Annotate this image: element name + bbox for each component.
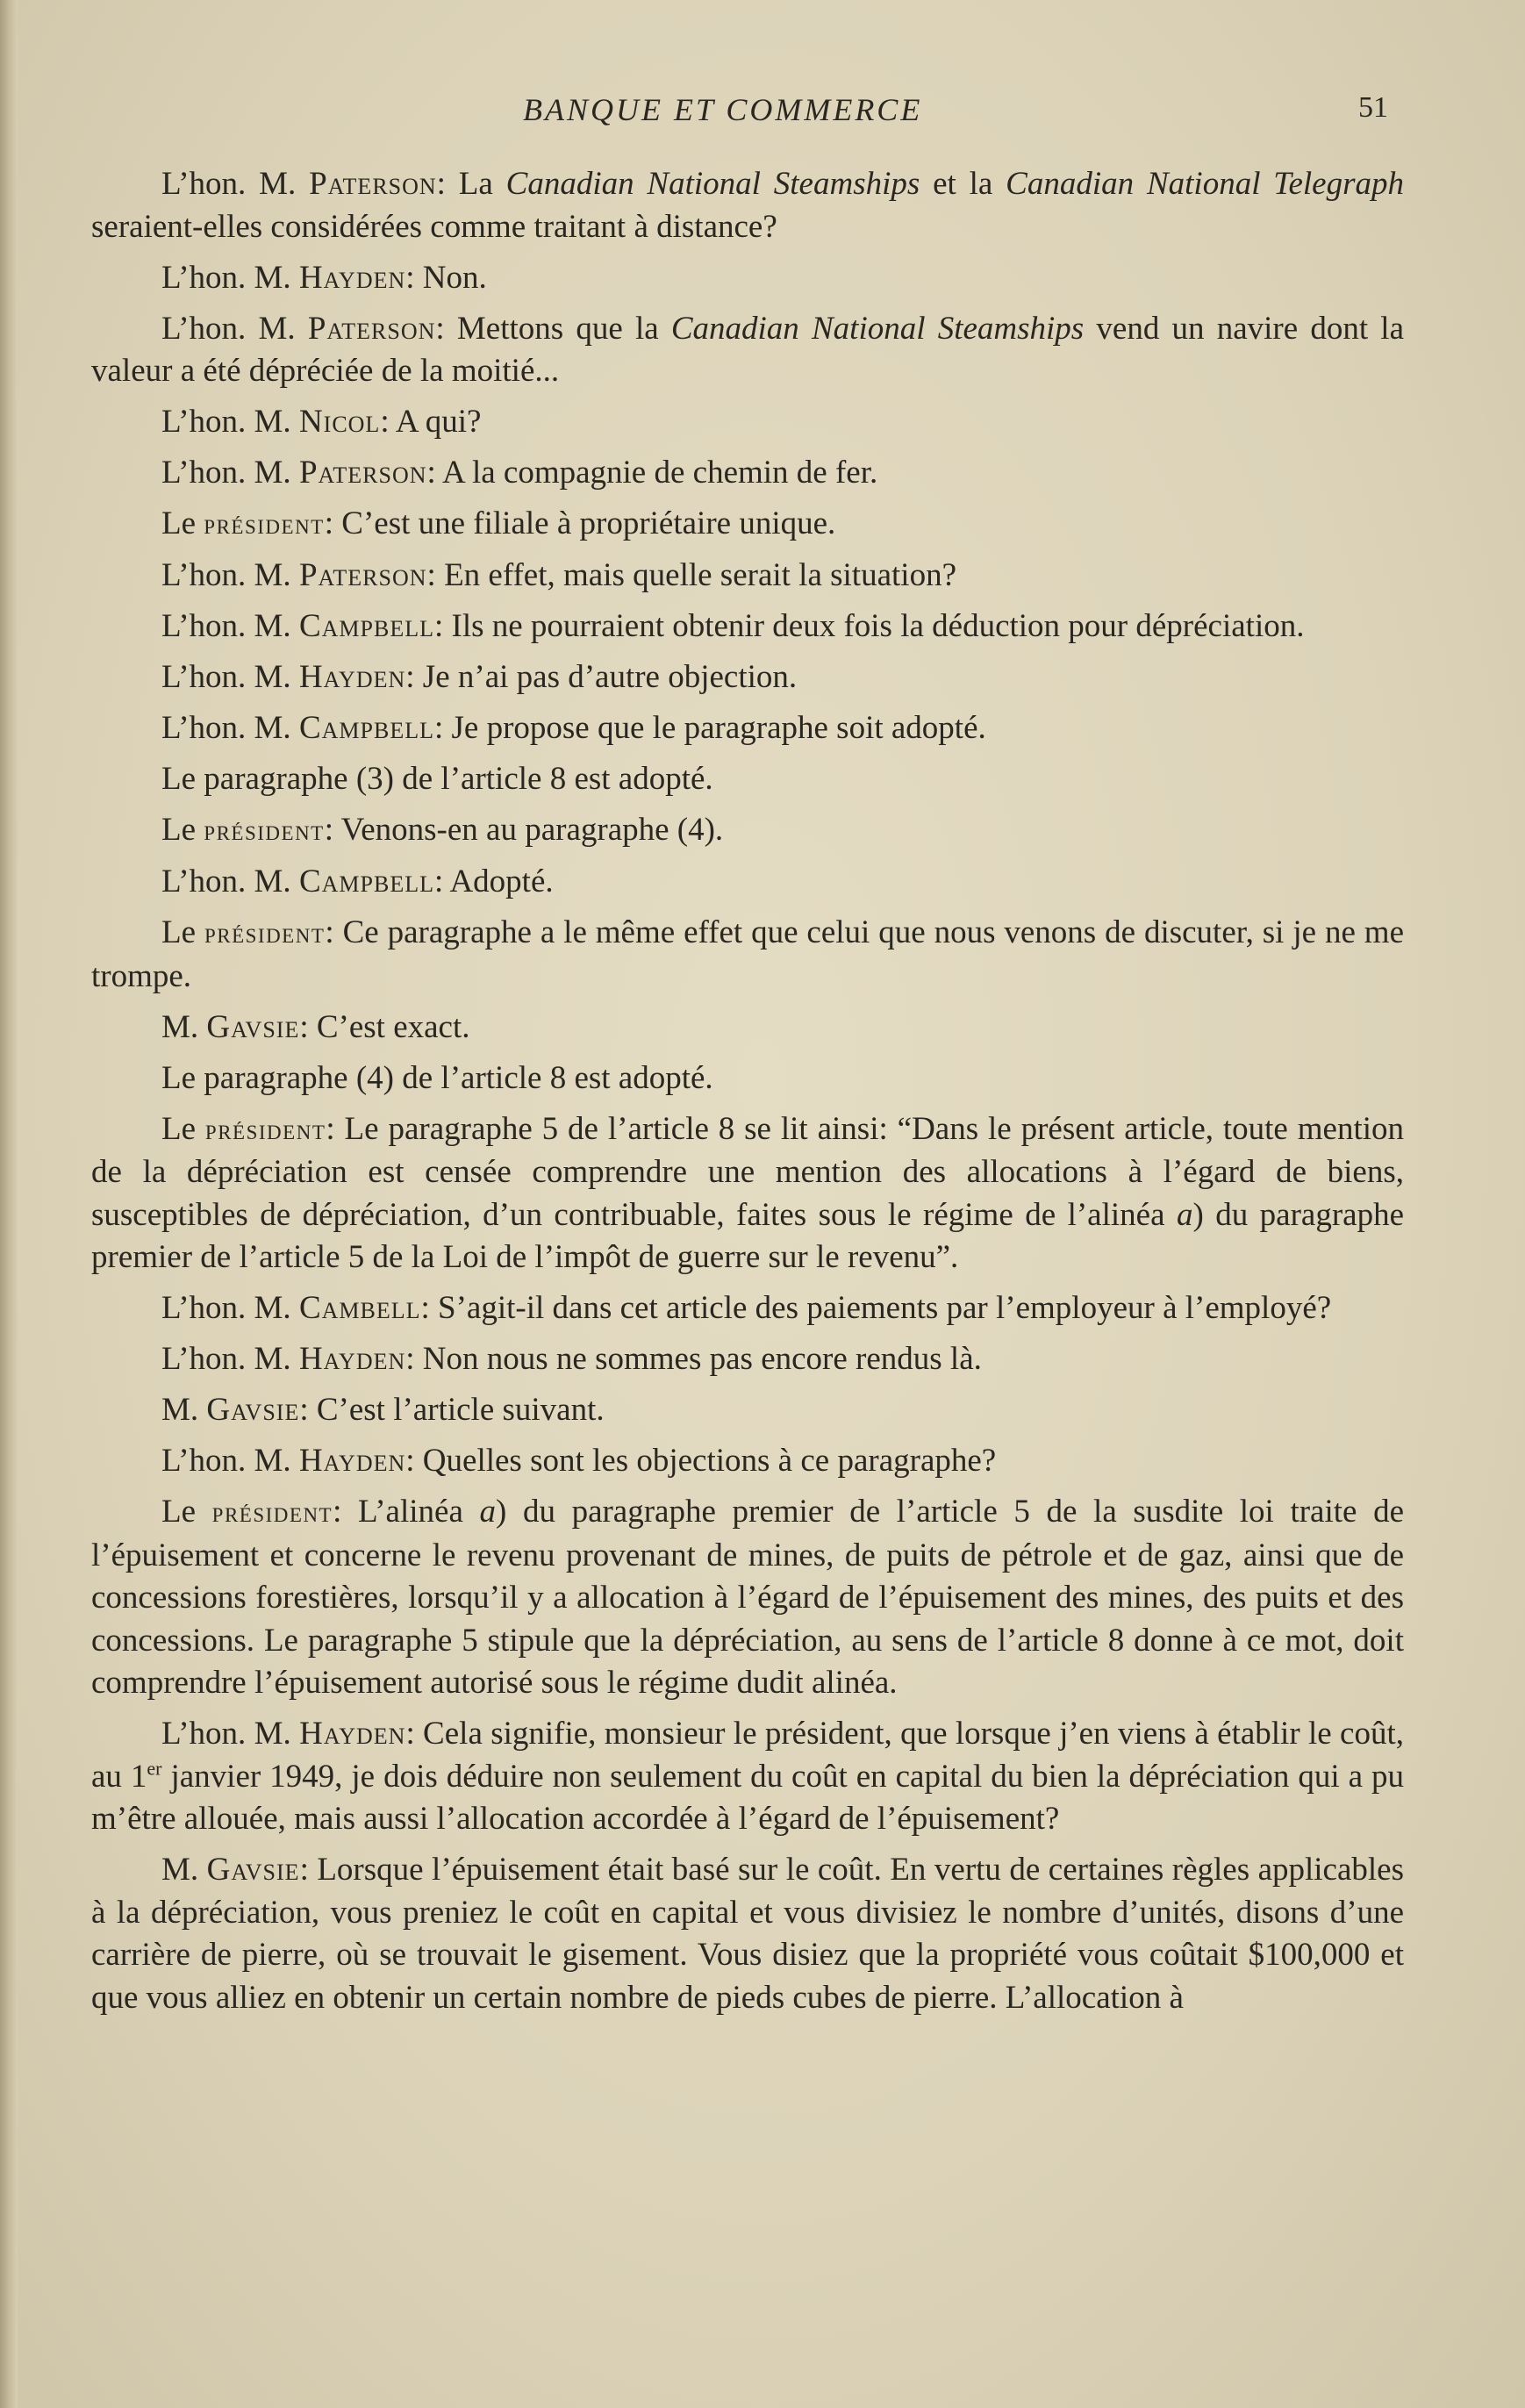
page-header	[0, 91, 1525, 144]
speaker-name: L’hon. M. Paterson:	[161, 310, 445, 347]
transcript-paragraph	[91, 707, 1404, 750]
transcript-paragraph	[91, 452, 1404, 495]
paragraph-text: C’est l’article suivant.	[308, 1392, 605, 1428]
paragraph-text: vend un navire dont la valeur a été dépréciée de la moitié...	[91, 310, 1404, 389]
transcript-paragraph	[91, 809, 1404, 853]
transcript-paragraph	[91, 1389, 1404, 1432]
transcript-paragraph	[91, 656, 1404, 699]
paragraph-text: A la compagnie de chemin de fer.	[435, 455, 878, 491]
speaker-name: Le président:	[161, 812, 334, 848]
paragraph-text: Lorsque l’épuisement était basé sur le coût. En vertu de certaines règles applicables à la dépréciation, vous preniez le coût en capital et vous divisiez le nombre d’unités, disons d’une carrière de pierre, où se trouvait le gisement. Vous disiez que la propriété vous coûtait $100,000 et que vous alliez en obtenir un certain nombre de pieds cubes de pierre. L’allocation à	[91, 1852, 1404, 2016]
speaker-name: M. Gavsie:	[161, 1008, 309, 1045]
speaker-name: L’hon. M. Campbell:	[161, 608, 444, 644]
paragraph-text: Je propose que le paragraphe soit adopté.	[443, 710, 986, 746]
paragraph-text: Non.	[414, 259, 487, 296]
speaker-name: L’hon. M. Hayden:	[161, 259, 415, 296]
speaker-name: Le président:	[161, 505, 334, 541]
transcript-body	[91, 163, 1404, 2028]
speaker-name: Le président:	[161, 1494, 342, 1530]
paragraph-text: Ce paragraphe a le même effet que celui que nous venons de discuter, si je ne me trompe.	[91, 914, 1404, 994]
speaker-name: L’hon. M. Nicol:	[161, 404, 390, 440]
transcript-paragraph	[91, 401, 1404, 444]
paragraph-text: janvier 1949, je dois déduire non seulement du coût en capital du bien la dépréciation qui a pu m’être allouée, mais aussi l’allocation accordée à l’égard de l’épuisement?	[91, 1758, 1404, 1837]
speaker-name: L’hon. M. Paterson:	[161, 557, 436, 593]
transcript-paragraph	[91, 1057, 1404, 1100]
paragraph-text: seraient-elles considérées comme traitant à distance?	[91, 208, 777, 245]
transcript-paragraph	[91, 1007, 1404, 1050]
paragraph-text: Non nous ne sommes pas encore rendus là.	[414, 1341, 982, 1377]
paragraph-text: er	[147, 1757, 162, 1780]
transcript-paragraph	[91, 257, 1404, 300]
transcript-paragraph	[91, 1491, 1404, 1705]
paragraph-text: Quelles sont les objections à ce paragraphe?	[414, 1443, 997, 1479]
transcript-paragraph	[91, 308, 1404, 393]
speaker-name: L’hon. M. Hayden:	[161, 659, 415, 695]
speaker-name: L’hon. M. Paterson:	[161, 166, 446, 202]
transcript-paragraph	[91, 606, 1404, 649]
paragraph-text: ) du paragraphe premier de l’article 5 de la susdite loi traite de l’épuisement et concerne le revenu provenant de mines, de puits de pétrole et de gaz, ainsi que de concessions forestières, lorsqu’il y a allocation à l’égard de l’épuisement des mines, des puits et des concessions. Le paragraphe 5 stipule que la dépréciation, au sens de l’article 8 donne à ce mot, doit comprendre l’épuisement autorisé sous le régime dudit alinéa.	[91, 1494, 1405, 1701]
page-number: 51	[1358, 91, 1388, 124]
speaker-name: L’hon. M. Hayden:	[161, 1716, 415, 1752]
speaker-name: M. Gavsie:	[161, 1392, 309, 1428]
speaker-name: L’hon. M. Campbell:	[161, 864, 444, 899]
transcript-paragraph	[91, 1440, 1404, 1483]
paragraph-text: C’est une filiale à propriétaire unique.	[333, 505, 836, 541]
speaker-name: Le président:	[161, 1110, 335, 1147]
speaker-name: M. Gavsie:	[161, 1852, 309, 1888]
speaker-name: L’hon. M. Hayden:	[161, 1341, 415, 1377]
paragraph-text: Venons-en au paragraphe (4).	[333, 812, 724, 848]
paragraph-text: ) du paragraphe premier de l’article 5 de la Loi de l’impôt de guerre sur le revenu”.	[91, 1196, 1405, 1275]
page-spine	[0, 0, 18, 2408]
paragraph-text: S’agit-il dans cet article des paiements par l’employeur à l’employé?	[429, 1290, 1332, 1326]
paragraph-text: Je n’ai pas d’autre objection.	[414, 659, 798, 695]
transcript-paragraph	[91, 503, 1404, 547]
transcript-paragraph	[91, 1287, 1404, 1330]
paragraph-text: a	[479, 1494, 496, 1530]
paragraph-text: Le paragraphe (4) de l’article 8 est adopté.	[161, 1059, 713, 1096]
paragraph-text: A qui?	[389, 404, 482, 440]
speaker-name: L’hon. M. Campbell:	[161, 710, 444, 746]
speaker-name: L’hon. M. Cambell:	[161, 1290, 430, 1326]
transcript-paragraph	[91, 1338, 1404, 1381]
paragraph-text: C’est exact.	[308, 1008, 470, 1045]
paragraph-text: et la	[920, 166, 1006, 202]
paragraph-text: Canadian National Steamships	[670, 310, 1085, 347]
transcript-paragraph	[91, 1849, 1404, 2019]
paragraph-text: Ils ne pourraient obtenir deux fois la déduction pour dépréciation.	[443, 608, 1305, 644]
transcript-paragraph	[91, 163, 1404, 248]
transcript-paragraph	[91, 912, 1404, 998]
paragraph-text: En effet, mais quelle serait la situation?	[435, 557, 956, 593]
speaker-name: L’hon. M. Hayden:	[161, 1443, 415, 1479]
transcript-paragraph	[91, 555, 1404, 598]
running-title: BANQUE ET COMMERCE	[523, 92, 923, 127]
transcript-paragraph	[91, 1108, 1404, 1279]
paragraph-text: La	[445, 166, 506, 202]
paragraph-text: Canadian National Steamships	[505, 166, 920, 202]
paragraph-text: a	[1176, 1196, 1193, 1233]
paragraph-text: Cela signifie, monsieur le président, que lorsque j’en viens à établir le coût, au 1	[91, 1716, 1404, 1795]
transcript-paragraph	[91, 861, 1404, 904]
speaker-name: L’hon. M. Paterson:	[161, 455, 436, 491]
paragraph-text: Adopté.	[443, 864, 554, 899]
transcript-paragraph	[91, 1713, 1404, 1841]
paragraph-text: Le paragraphe 5 de l’article 8 se lit ainsi: “Dans le présent article, toute mention de la dépréciation est censée comprendre une mention des allocations à l’égard de biens, susceptibles de dépréciation, d’un contribuable, faites sous le régime de l’alinéa	[91, 1110, 1405, 1233]
speaker-name: Le président:	[161, 914, 334, 950]
paragraph-text: Le paragraphe (3) de l’article 8 est adopté.	[161, 761, 713, 797]
paragraph-text: L’alinéa	[341, 1494, 480, 1530]
paragraph-text: Canadian National Telegraph	[1006, 166, 1405, 202]
paragraph-text: Mettons que la	[444, 310, 671, 347]
transcript-paragraph	[91, 758, 1404, 801]
